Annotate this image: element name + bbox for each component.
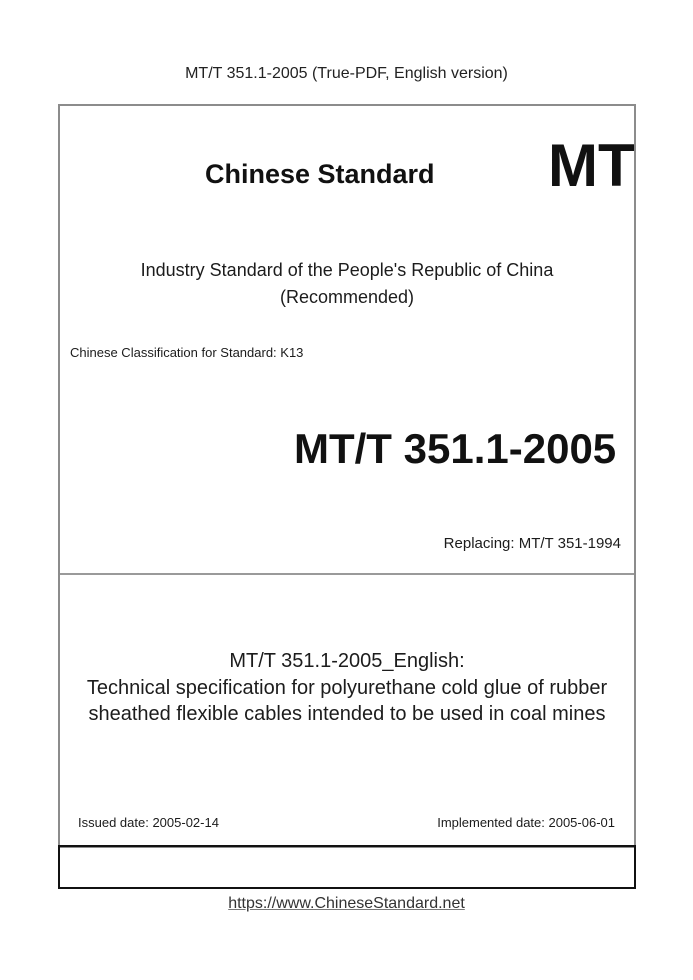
bottom-empty-box <box>58 845 636 889</box>
cover-frame <box>58 104 636 848</box>
cover-heading: Chinese Standard <box>205 159 435 189</box>
industry-line-2: (Recommended) <box>279 287 415 307</box>
standard-prefix-badge: MT <box>548 132 635 199</box>
replacing-label: Replacing: MT/T 351-1994 <box>443 535 621 552</box>
document-title-line-2: Technical specification for polyurethane cold glue of rubber <box>86 676 608 699</box>
document-title-line-3: sheathed flexible cables intended to be used in coal mines <box>88 703 606 725</box>
page-header: MT/T 351.1-2005 (True-PDF, English version) <box>185 65 508 82</box>
industry-line-1: Industry Standard of the People's Republic of China <box>140 260 554 280</box>
industry-standard-label <box>60 257 634 311</box>
classification-label: Chinese Classification for Standard: K13 <box>70 345 304 360</box>
website-link[interactable]: https://www.ChineseStandard.net <box>228 895 465 912</box>
issued-date: Issued date: 2005-02-14 <box>78 815 219 830</box>
implemented-date: Implemented date: 2005-06-01 <box>437 815 615 830</box>
document-title-line-1: MT/T 351.1-2005_English: <box>229 650 465 672</box>
section-divider <box>60 573 634 575</box>
footer <box>0 894 693 913</box>
document-title <box>60 648 634 728</box>
standard-code: MT/T 351.1-2005 <box>294 425 617 472</box>
